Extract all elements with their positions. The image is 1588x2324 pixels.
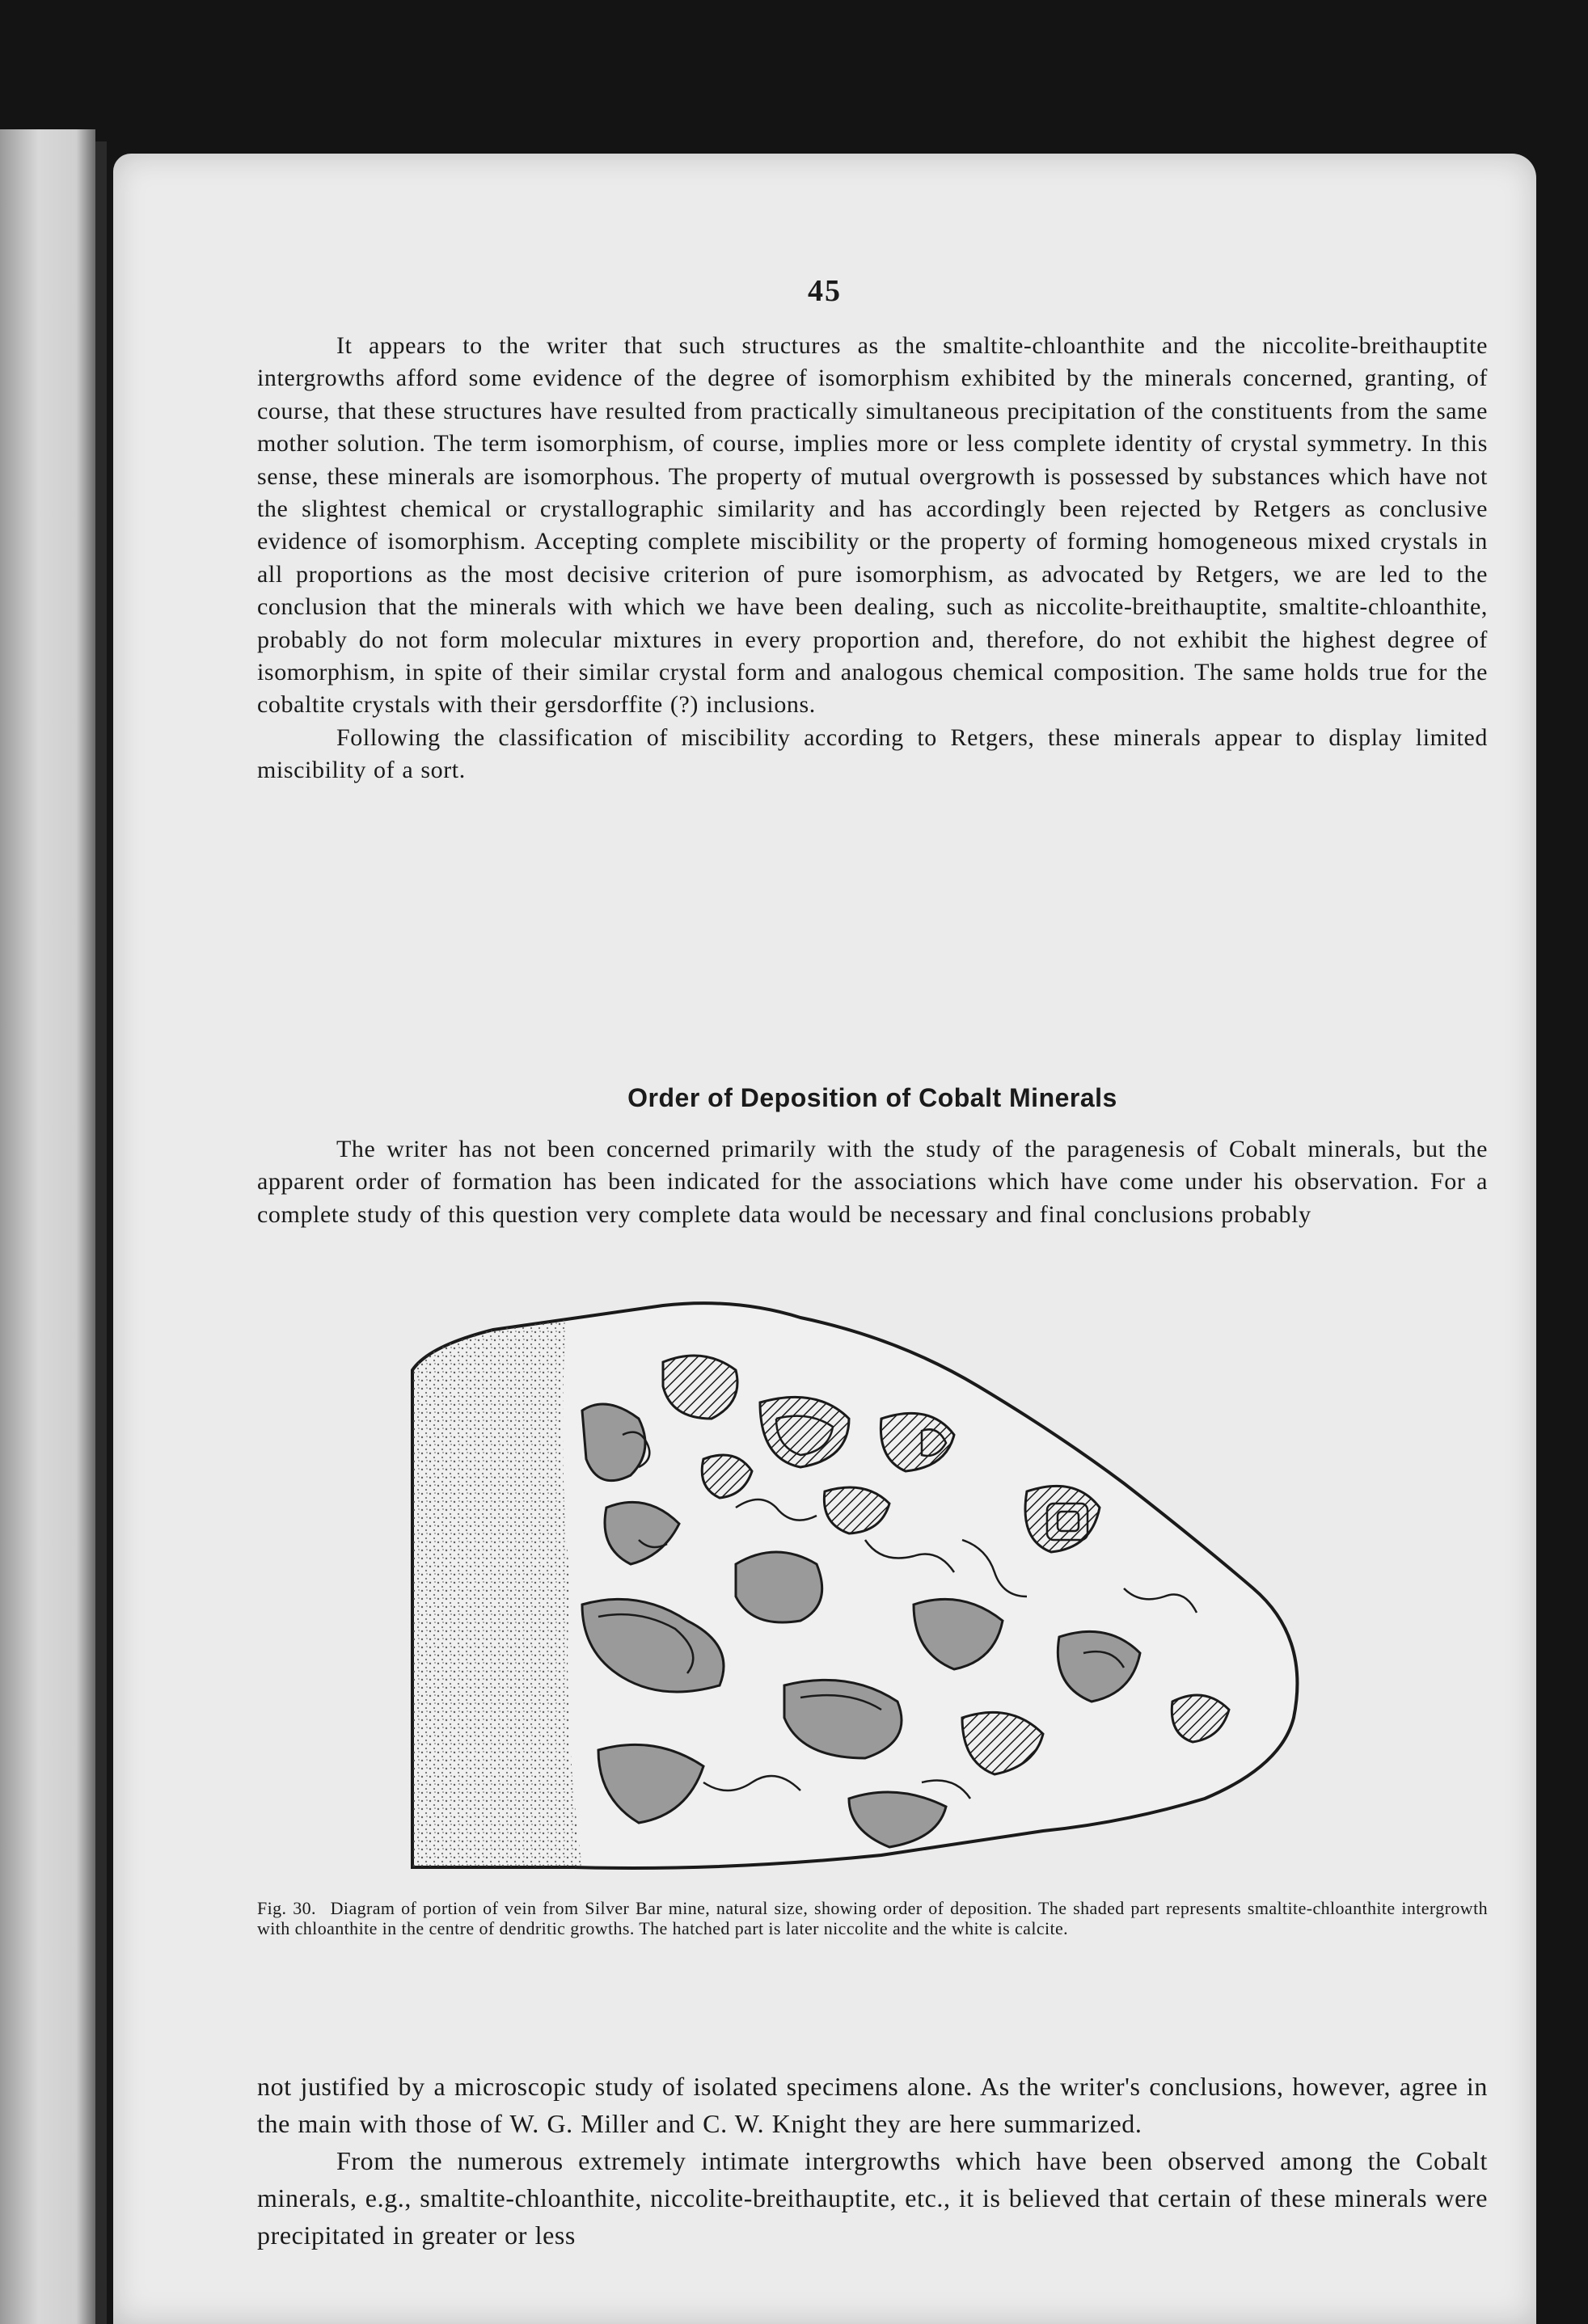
middle-text-block bbox=[257, 1133, 1488, 1231]
page-number: 45 bbox=[808, 274, 842, 308]
book-spine-strip bbox=[0, 129, 95, 2324]
bottom-text-block bbox=[257, 2068, 1488, 2254]
paragraph-intergrowths: From the numerous extremely intimate intergrowths which have been observed among the Cobalt minerals, e.g., smaltite-chloanthite, niccolite-breithauptite, etc., it is believed that certain of these minerals were precipitated in greater or less bbox=[257, 2146, 1488, 2250]
figure-caption bbox=[257, 1898, 1488, 1938]
top-text-block bbox=[257, 330, 1488, 787]
section-heading: Order of Deposition of Cobalt Minerals bbox=[627, 1083, 1117, 1112]
figure-caption-text: Diagram of portion of vein from Silver Bar mine, natural size, showing order of deposition. The shaded part represents smaltite-chloanthite intergrowth with chloanthite in the centre of dendritic growths. The hatched part is later niccolite and the white is calcite. bbox=[257, 1898, 1488, 1938]
paragraph-miscibility: Following the classification of miscibility according to Retgers, these minerals appear to display limited miscibility of a sort. bbox=[257, 723, 1488, 784]
stippled-band bbox=[412, 1320, 582, 1867]
paragraph-paragenesis: The writer has not been concerned primarily with the study of the paragenesis of Cobalt minerals, but the apparent order of formation has been indicated for the associations which have come under his observation. For a complete study of this question very complete data would be necessary and final conclusions probably bbox=[257, 1136, 1488, 1228]
vein-diagram bbox=[396, 1297, 1407, 1896]
figure-label: Fig. 30. bbox=[257, 1898, 316, 1918]
vein-diagram-figure bbox=[396, 1297, 1407, 1896]
page-edge-shadow bbox=[95, 141, 107, 2324]
paragraph-isomorphism: It appears to the writer that such structures as the smaltite-chloanthite and the niccolite-breithauptite intergrowths afford some evidence of the degree of isomorphism exhibited by the minerals concerned, granting, of course, that these structures have resulted from practically simultaneous precipitation of the constituents from the same mother solution. The term isomorphism, of course, implies more or less complete identity of crystal symmetry. In this sense, these minerals are isomorphous. The property of mutual overgrowth is possessed by substances which have not the slightest chemical or crystallographic similarity and has accordingly been rejected by Retgers as conclusive evidence of isomorphism. Accepting complete miscibility or the property of forming homogeneous mixed crystals in all proportions as the most decisive criterion of pure isomorphism, as advocated by Retgers, we are led to the conclusion that the minerals with which we have been dealing, such as niccolite-breithauptite, smaltite-chloanthite, probably do not form molecular mixtures in every proportion and, therefore, do not exhibit the highest degree of isomorphism, in spite of their similar crystal form and analogous chemical composition. The same holds true for the cobaltite crystals with their gersdorffite (?) inclusions. bbox=[257, 332, 1488, 719]
paragraph-continuation: not justified by a microscopic study of isolated specimens alone. As the writer's conclusions, however, agree in the main with those of W. G. Miller and C. W. Knight they are here summarized. bbox=[257, 2072, 1488, 2138]
document-page bbox=[113, 154, 1536, 2324]
